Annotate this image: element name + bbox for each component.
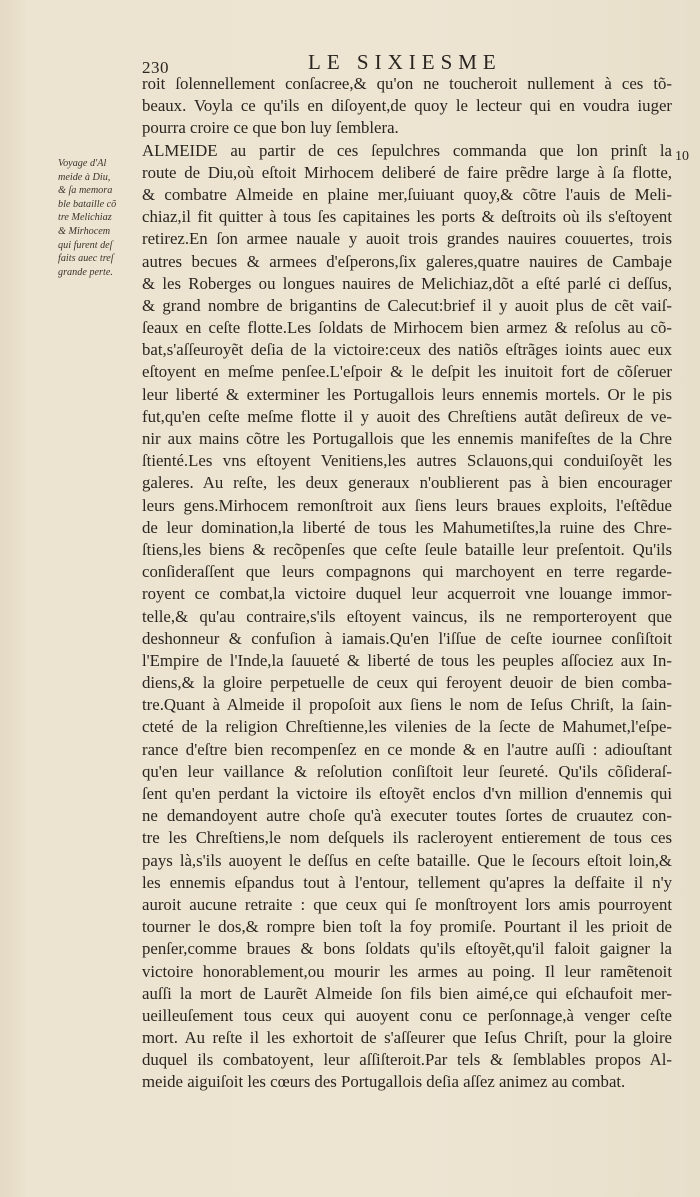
text-line: galeres. Au reſte, les deux generaux n'oublierent pas à bien encourager: [142, 473, 672, 493]
text-line: auroit aucune retraite : que ceux qui ſe monſtroyent lors amis pourroyent: [142, 894, 672, 914]
marginal-note-line: & ſa memora: [58, 185, 113, 197]
text-line: eſtoyent en meſme penſee.L'eſpoir & le deſpit les inuitoit fort de cõſeruer: [142, 362, 672, 382]
marginal-note: [58, 157, 140, 279]
text-line: conſideraſſent que leurs compagnons qui marchoyent en terre regarde-: [142, 562, 672, 582]
line-number-marker: 10: [675, 149, 689, 164]
text-line: penſer,comme braues & bons ſoldats qu'ils eſtoyẽt,qu'il faloit gaigner la: [142, 939, 672, 959]
text-line: route de Diu,où eſtoit Mirhocem deliberé de faire prẽdre large à ſa flotte,: [142, 162, 672, 182]
marginal-note-line: qui furent deſ: [58, 239, 113, 251]
text-line: royent ce combat,la victoire duquel leur acquerroit vne louange immor-: [142, 584, 672, 604]
text-line: diens,& la gloire perpetuelle de ceux qui feroyent deuoir de bien comba-: [142, 673, 672, 693]
marginal-note-line: ble bataille cõ: [58, 198, 117, 210]
text-line: ueilleuſement tous ceux qui auoyent conu ce perſonnage,à venger ceſte: [142, 1005, 672, 1025]
text-line: leurs gens.Mirhocem remonſtroit aux ſiens leurs braues exploits, l'eſtẽdue: [142, 495, 672, 515]
text-line: & grand nombre de brigantins de Calecut:brief il y auoit plus de cẽt vaiſ-: [142, 295, 672, 315]
text-line: ne demandoyent autre choſe qu'à executer toutes ſortes de cruautez con-: [142, 806, 672, 826]
text-line: victoire honorablement,ou mourir les armes au poing. Il leur ramẽtenoit: [142, 961, 672, 981]
text-line: tre les Chreſtiens,le nom deſquels ils racleroyent entierement de tous ces: [142, 828, 672, 848]
text-line: retirez.En ſon armee nauale y auoit trois grandes nauires couuertes, trois: [142, 229, 672, 249]
text-line: nir aux mains cõtre les Portugallois que les ennemis manifeſtes de la Chre: [142, 429, 672, 448]
text-line: pays là,s'ils auoyent le deſſus en ceſte bataille. Que le ſecours eſtoit loin,&: [142, 850, 672, 870]
text-line: les ennemis eſpandus tout à l'entour, tellement qu'apres la deſfaite il n'y: [142, 872, 672, 892]
text-line: autres becues & armees d'eſperons,ſix galeres,quatre nauires de Cambaje: [142, 251, 672, 271]
text-line: ſeaux en ceſte flotte.Les ſoldats de Mirhocem bien armez & reſolus au cõ-: [142, 318, 672, 338]
page-number: 230: [142, 58, 169, 77]
text-line: bat,s'aſſeuroyẽt deſia de la victoire:ceux des natiõs eſtrãges ioints auec eux: [142, 340, 672, 360]
text-line: de leur domination,la liberté de tous les Mahumetiſtes,la ruine des Chre-: [142, 517, 672, 537]
text-line: ſtienté.Les vns eſtoyent Venitiens,les autres Sclauons,qui conduiſoyẽt les: [142, 451, 672, 471]
running-title: LE SIXIESME: [308, 50, 502, 74]
marginal-note-line: Voyage d'Al: [58, 158, 107, 169]
marginal-note-line: tre Melichiaz: [58, 212, 112, 224]
marginal-note-line: faits auec treſ: [58, 253, 114, 265]
text-line: auſſi la mort de Laurẽt Almeide ſon fils bien aimé,ce qui eſchaufoit mer-: [142, 983, 672, 1003]
text-line: tre.Quant à Almeide il propoſoit aux ſiens le nom de Ieſus Chriſt, la ſain-: [142, 695, 672, 715]
text-line: mort. Au reſte il les exhortoit de s'aſſeurer que Ieſus Chriſt, pour la gloire: [142, 1028, 672, 1048]
text-line: ALMEIDE au partir de ces ſepulchres commanda que lon prinſt la: [142, 140, 672, 160]
text-line: chiaz,il fit quitter à tous ſes capitaines les ports & deſtroits où ils s'eſtoyent: [142, 207, 672, 227]
text-line: & combatre Almeide en plaine mer,ſuiuant quoy,& cõtre l'auis de Meli-: [142, 184, 672, 204]
text-line: beaux. Voyla ce qu'ils en diſoyent,de quoy le lecteur qui en voudra iuger: [142, 96, 672, 116]
text-line: rance d'eſtre bien recompenſez en ce monde & en l'autre auſſi : adiouſtant: [142, 739, 672, 759]
text-line: ſtiens,les biens & recõpenſes que ceſte ſeule bataille leur preſentoit. Qu'ils: [142, 539, 672, 559]
text-line: telle,& qu'au contraire,s'ils eſtoyent vaincus, ils ne remporteroyent que: [142, 606, 672, 626]
text-line: meide aiguiſoit les cœurs des Portugallois deſia aſſez animez au combat.: [142, 1072, 626, 1092]
text-line: cteté de la religion Chreſtienne,les vilenies de la ſecte de Mahumet,l'eſpe-: [142, 717, 672, 737]
body-text: [142, 73, 672, 1094]
text-line: fut,qu'en ceſte meſme flotte il y auoit des Chreſtiens autãt deſireux de ve-: [142, 406, 672, 426]
marginal-note-line: grande perte.: [58, 266, 113, 278]
text-line: ſent qu'en perdant la victoire ils eſtoyẽt enclos d'vn million d'ennemis qui: [142, 784, 672, 803]
text-line: tourner le dos,& rompre bien toſt la foy promiſe. Pourtant il les prioit de: [142, 917, 672, 937]
text-line: duquel ils combatoyent, leur aſſiſteroit.Par tels & ſemblables propos Al-: [142, 1050, 672, 1070]
text-line: roit ſolennellement conſacree,& qu'on ne toucheroit nullement à ces tõ-: [142, 74, 672, 93]
text-line: l'Empire de l'Inde,la ſauueté & liberté de tous les peuples aſſociez aux In-: [142, 650, 672, 670]
text-line: qu'en leur vaillance & reſolution conſiſtoit leur ſeureté. Qu'ils cõſideraſ-: [142, 761, 672, 781]
text-line: pourra croire ce que bon luy ſemblera.: [142, 118, 399, 138]
text-line: & les Roberges ou longues nauires de Melichiaz,dõt a eſté parlé ci deſſus,: [142, 273, 672, 293]
text-line: deshonneur & confuſion à iamais.Qu'en l'iſſue de ceſte iournee conſiſtoit: [142, 628, 672, 648]
text-line: leur liberté & exterminer les Portugallois leurs ennemis mortels. Or le pis: [142, 384, 672, 404]
marginal-note-line: & Mirhocem: [58, 225, 111, 237]
marginal-note-line: meide à Diu,: [58, 171, 111, 183]
